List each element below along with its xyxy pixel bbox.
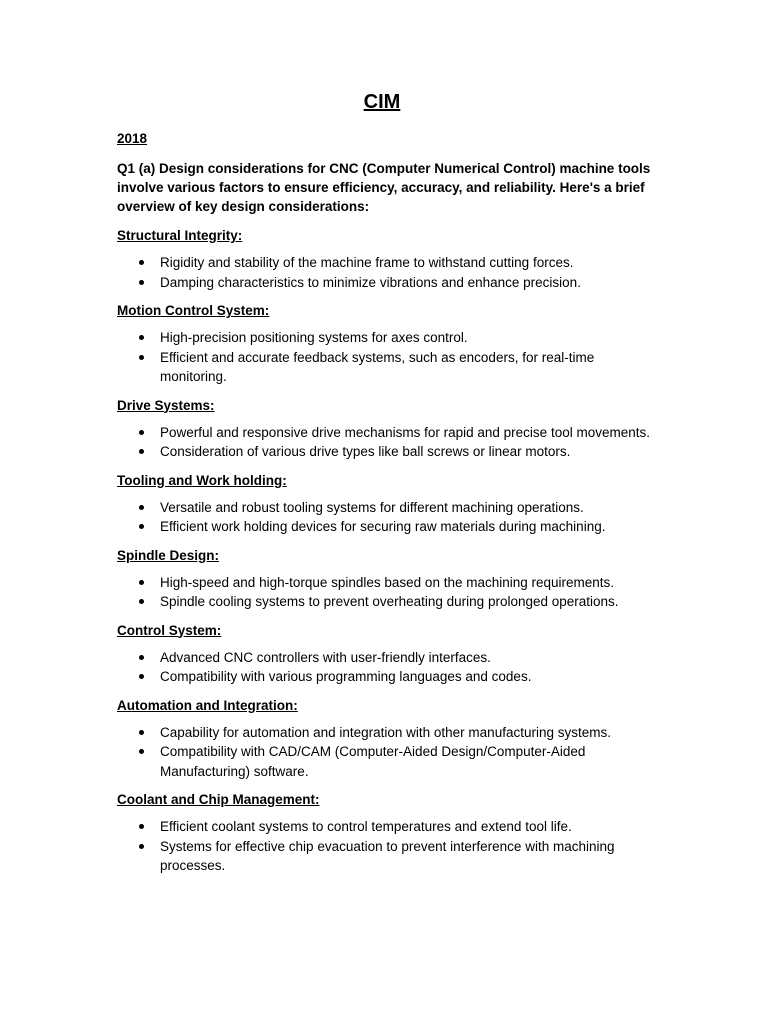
section-heading: Coolant and Chip Management: (117, 792, 320, 807)
bullet-list (117, 648, 657, 687)
list-item-text: Capability for automation and integration with other manufacturing systems. (160, 724, 611, 740)
bullet-icon (139, 580, 144, 585)
year-heading: 2018 (117, 131, 148, 146)
bullet-icon (139, 824, 144, 829)
list-item-text: Systems for effective chip evacuation to prevent interference with machining processes. (160, 838, 615, 873)
list-item (117, 442, 657, 462)
section-heading: Spindle Design: (117, 547, 220, 563)
document-page (117, 88, 657, 885)
list-item (117, 517, 657, 537)
section (117, 396, 657, 462)
question-intro: Q1 (a) Design considerations for CNC (Computer Numerical Control) machine tools involve various factors to ensure efficiency, accuracy, and reliability. Here's a brief overview of key design considerations: (117, 161, 651, 214)
list-item-text: Rigidity and stability of the machine frame to withstand cutting forces. (160, 255, 574, 270)
list-item-text: Compatibility with CAD/CAM (Computer-Aided Design/Computer-Aided Manufacturing) software. (160, 744, 586, 779)
list-item (117, 648, 657, 668)
bullet-list (117, 328, 657, 387)
section-heading: Control System: (117, 622, 222, 638)
bullet-icon (139, 524, 144, 529)
list-item (117, 837, 657, 876)
bullet-list (117, 253, 657, 292)
list-item (117, 667, 657, 687)
bullet-list (117, 423, 657, 462)
bullet-icon (139, 505, 144, 510)
list-item (117, 253, 657, 273)
list-item (117, 273, 657, 293)
section (117, 301, 657, 387)
list-item-text: Spindle cooling systems to prevent overheating during prolonged operations. (160, 594, 619, 609)
sections-container (117, 226, 657, 876)
section (117, 546, 657, 612)
list-item (117, 423, 657, 443)
bullet-icon (139, 844, 144, 849)
list-item (117, 348, 657, 387)
section (117, 696, 657, 782)
list-item (117, 573, 657, 593)
bullet-icon (139, 260, 144, 265)
list-item-text: High-speed and high-torque spindles based on the machining requirements. (160, 574, 615, 590)
bullet-icon (139, 355, 144, 360)
section-heading: Automation and Integration: (117, 697, 298, 713)
bullet-list (117, 723, 657, 782)
bullet-icon (139, 730, 144, 735)
bullet-icon (139, 599, 144, 604)
bullet-icon (139, 655, 144, 660)
document-title: CIM (363, 91, 401, 113)
section-heading: Structural Integrity: (117, 228, 243, 243)
list-item-text: Efficient and accurate feedback systems, such as encoders, for real-time monitoring. (160, 349, 595, 384)
list-item-text: Efficient coolant systems to control temperatures and extend tool life. (160, 819, 572, 834)
bullet-icon (139, 430, 144, 435)
section-heading: Drive Systems: (117, 397, 215, 413)
list-item (117, 817, 657, 837)
bullet-icon (139, 449, 144, 454)
list-item-text: High-precision positioning systems for axes control. (160, 330, 468, 345)
list-item-text: Versatile and robust tooling systems for different machining operations. (160, 499, 584, 515)
list-item-text: Compatibility with various programming languages and codes. (160, 669, 532, 684)
list-item-text: Damping characteristics to minimize vibrations and enhance precision. (160, 274, 581, 290)
section-heading: Tooling and Work holding: (117, 472, 287, 488)
bullet-list (117, 817, 657, 876)
section (117, 790, 657, 876)
list-item-text: Powerful and responsive drive mechanisms for rapid and precise tool movements. (160, 424, 650, 440)
list-item (117, 592, 657, 612)
section-heading: Motion Control System: (117, 303, 270, 318)
list-item (117, 742, 657, 781)
section (117, 621, 657, 687)
list-item (117, 498, 657, 518)
bullet-list (117, 498, 657, 537)
list-item-text: Consideration of various drive types like ball screws or linear motors. (160, 444, 571, 459)
list-item (117, 723, 657, 743)
list-item-text: Efficient work holding devices for securing raw materials during machining. (160, 519, 606, 534)
bullet-icon (139, 674, 144, 679)
bullet-list (117, 573, 657, 612)
section (117, 226, 657, 292)
list-item-text: Advanced CNC controllers with user-friendly interfaces. (160, 649, 491, 665)
list-item (117, 328, 657, 348)
section (117, 471, 657, 537)
bullet-icon (139, 335, 144, 340)
bullet-icon (139, 280, 144, 285)
bullet-icon (139, 749, 144, 754)
